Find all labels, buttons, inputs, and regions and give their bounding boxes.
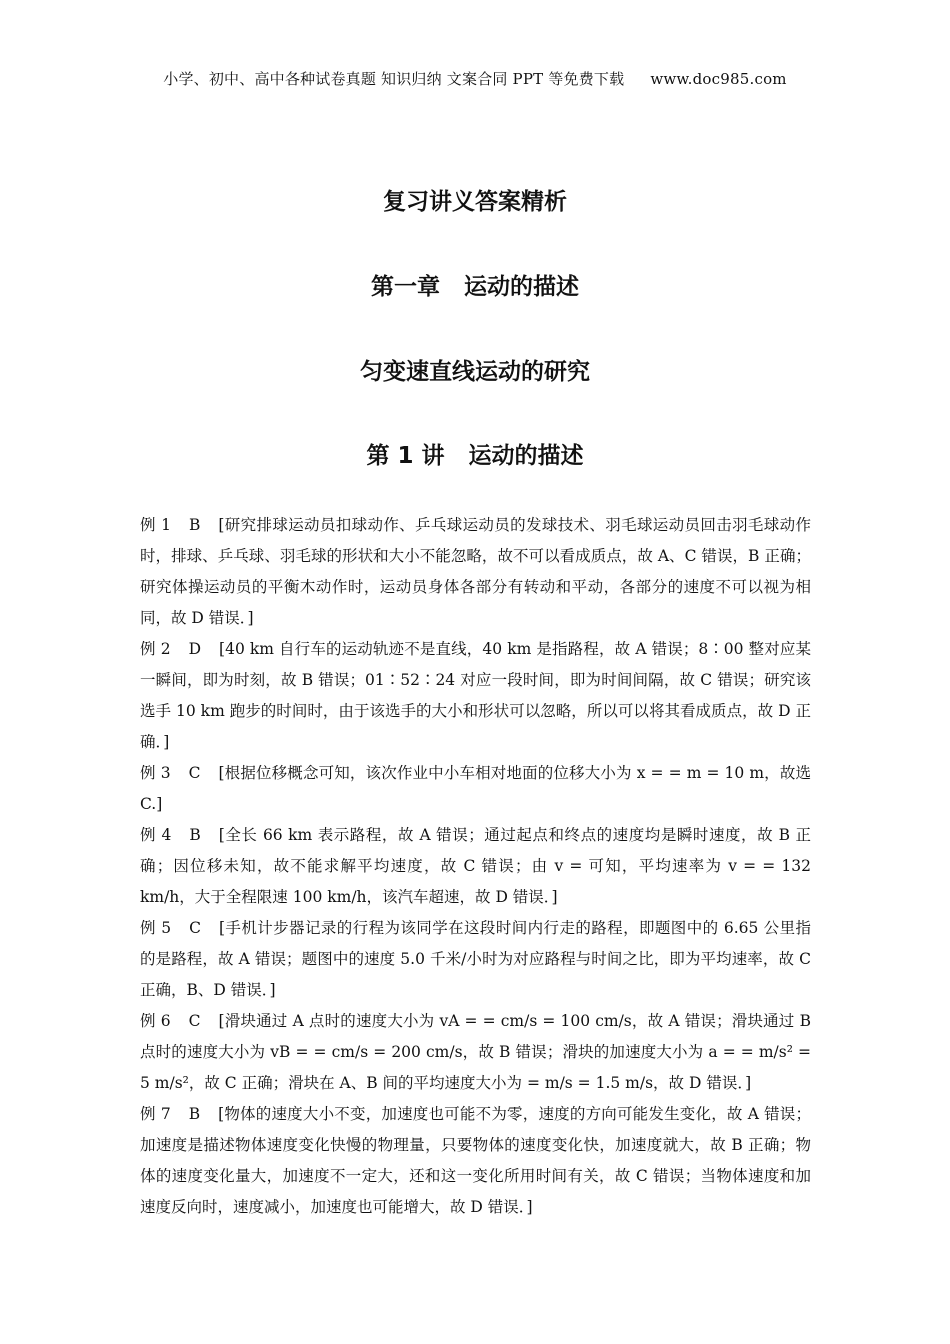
example-2 [140, 634, 811, 758]
page-header [0, 68, 950, 89]
lecture-title [0, 437, 950, 470]
lecture-number: 第 1 讲 [366, 443, 445, 469]
main-title: 复习讲义答案精析 [383, 189, 567, 215]
header-text: 小学、初中、高中各种试卷真题 知识归纳 文案合同 PPT 等免费下载 [163, 70, 625, 88]
chapter-title [0, 268, 950, 301]
example-explanation: [物体的速度大小不变，加速度也可能不为零，速度的方向可能发生变化，故 A 错误；加速度是描述物体速度变化快慢的物理量，只要物体的速度变化快，加速度就大，故 B 正确；物体的速度变化量大，加速度不一定大，还和这一变化所用时间有关，故 C 错误；当物体速度和加速度反向时，速度减小，加速度也可能增大，故 D 错误．] [140, 1105, 811, 1216]
lecture-name: 运动的描述 [468, 443, 584, 469]
example-explanation: [手机计步器记录的行程为该同学在这段时间内行走的路程，即题图中的 6.65 公里指的是路程，故 A 错误；题图中的速度 5.0 千米/小时为对应路程与时间之比，即为平均速率，故 C 正确，B、D 错误．] [140, 919, 811, 999]
example-label: 例 7 [140, 1105, 171, 1123]
example-answer: C [188, 1012, 201, 1030]
chapter-name: 运动的描述 [464, 274, 579, 300]
example-label: 例 5 [140, 919, 172, 937]
example-explanation: [全长 66 km 表示路程，故 A 错误；通过起点和终点的速度均是瞬时速度，故 B 正确；因位移未知，故不能求解平均速度，故 C 错误；由 v = 可知，平均速率为 v = = 132 km/h，大于全程限速 100 km/h，该汽车超速，故 D 错误．] [140, 826, 811, 906]
example-answer: B [188, 1105, 201, 1123]
chapter-number: 第一章 [371, 274, 440, 300]
example-7 [140, 1099, 811, 1223]
example-3 [140, 758, 811, 820]
example-5 [140, 913, 811, 1006]
example-explanation: [滑块通过 A 点时的速度大小为 vA = = cm/s = 100 cm/s，故 A 错误；滑块通过 B 点时的速度大小为 vB = = cm/s = 200 cm/s，故 B 错误；滑块的加速度大小为 a = = m/s² = 5 m/s²，故 C 正确；滑块在 A、B 间的平均速度大小为 = m/s = 1.5 m/s，故 D 错误．] [140, 1012, 811, 1092]
example-6 [140, 1006, 811, 1099]
example-explanation: [根据位移概念可知，该次作业中小车相对地面的位移大小为 x = = m = 10 m，故选 C.] [140, 764, 811, 813]
example-label: 例 4 [140, 826, 172, 844]
example-answer: D [188, 640, 202, 658]
example-answer: B [189, 826, 201, 844]
example-label: 例 1 [140, 516, 171, 534]
example-answer: C [189, 919, 201, 937]
example-explanation: [研究排球运动员扣球动作、乒乓球运动员的发球技术、羽毛球运动员回击羽毛球动作时，排球、乒乓球、羽毛球的形状和大小不能忽略，故不可以看成质点，故 A、C 错误，B 正确；研究体操运动员的平衡木动作时，运动员身体各部分有转动和平动，各部分的速度不可以视为相同，故 D 错误．] [140, 516, 811, 627]
example-explanation: [40 km 自行车的运动轨迹不是直线，40 km 是指路程，故 A 错误；8∶00 整对应某一瞬间，即为时刻，故 B 错误；01∶52∶24 对应一段时间，即为时间间隔，故 C 错误；研究该选手 10 km 跑步的时间时，由于该选手的大小和形状可以忽略，所以可以将其看成质点，故 D 正确．] [140, 640, 811, 751]
header-site-link[interactable]: www.doc985.com [650, 70, 787, 88]
subtitle: 匀变速直线运动的研究 [360, 359, 590, 385]
example-label: 例 2 [140, 640, 171, 658]
example-label: 例 6 [140, 1012, 171, 1030]
example-1 [140, 510, 811, 634]
example-label: 例 3 [140, 764, 171, 782]
example-answer: B [189, 516, 201, 534]
example-answer: C [188, 764, 201, 782]
answer-content [140, 510, 811, 1223]
example-4 [140, 820, 811, 913]
